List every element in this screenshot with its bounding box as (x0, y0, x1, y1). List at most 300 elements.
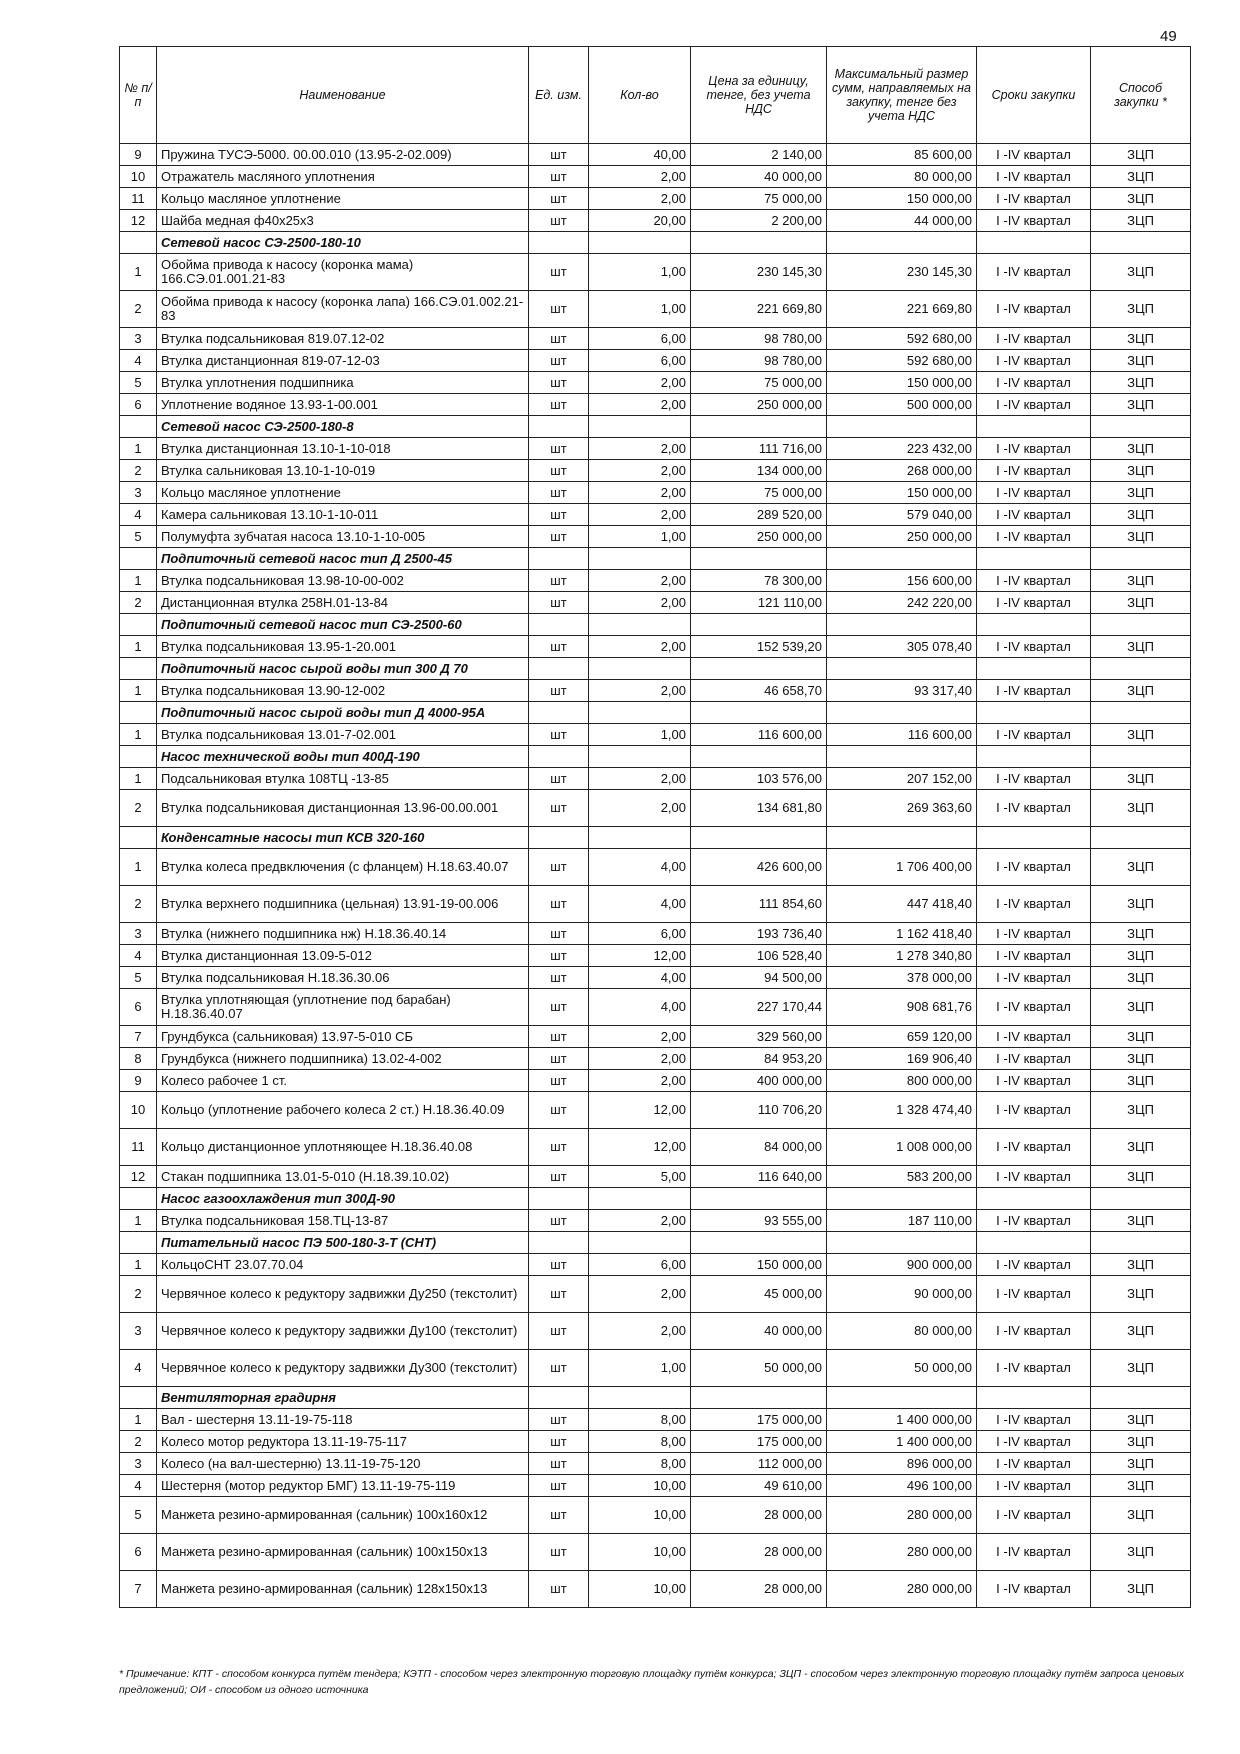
table-row (120, 1453, 1191, 1475)
item-unit-price: 175 000,00 (691, 1409, 827, 1431)
item-max-sum: 1 400 000,00 (827, 1409, 977, 1431)
table-row (120, 1313, 1191, 1350)
row-number: 1 (120, 570, 157, 592)
header-period: Сроки закупки (977, 47, 1091, 144)
item-period: I -IV квартал (977, 1276, 1091, 1313)
item-quantity: 10,00 (589, 1497, 691, 1534)
item-period: I -IV квартал (977, 394, 1091, 416)
row-number: 2 (120, 790, 157, 827)
item-quantity: 2,00 (589, 394, 691, 416)
section-empty-cell (827, 702, 977, 724)
section-empty-cell (529, 614, 589, 636)
item-name: Кольцо масляное уплотнение (157, 188, 529, 210)
item-max-sum: 169 906,40 (827, 1048, 977, 1070)
section-num-cell (120, 548, 157, 570)
item-unit: шт (529, 945, 589, 967)
item-name: Втулка уплотнения подшипника (157, 372, 529, 394)
section-empty-cell (529, 827, 589, 849)
item-name: Втулка подсальниковая Н.18.36.30.06 (157, 967, 529, 989)
item-unit: шт (529, 1166, 589, 1188)
row-number: 1 (120, 1210, 157, 1232)
section-empty-cell (691, 827, 827, 849)
item-quantity: 1,00 (589, 1350, 691, 1387)
section-empty-cell (691, 1188, 827, 1210)
section-empty-cell (827, 548, 977, 570)
header-method: Способ закупки * (1091, 47, 1191, 144)
item-unit: шт (529, 768, 589, 790)
item-unit: шт (529, 886, 589, 923)
item-max-sum: 242 220,00 (827, 592, 977, 614)
item-method: ЗЦП (1091, 526, 1191, 548)
section-title: Сетевой насос СЭ-2500-180-10 (157, 232, 529, 254)
item-name: Колесо мотор редуктора 13.11-19-75-117 (157, 1431, 529, 1453)
item-method: ЗЦП (1091, 790, 1191, 827)
table-row (120, 967, 1191, 989)
item-period: I -IV квартал (977, 328, 1091, 350)
item-unit-price: 45 000,00 (691, 1276, 827, 1313)
section-empty-cell (1091, 658, 1191, 680)
item-max-sum: 44 000,00 (827, 210, 977, 232)
item-period: I -IV квартал (977, 1166, 1091, 1188)
section-num-cell (120, 232, 157, 254)
item-period: I -IV квартал (977, 144, 1091, 166)
item-method: ЗЦП (1091, 923, 1191, 945)
item-max-sum: 447 418,40 (827, 886, 977, 923)
item-unit-price: 230 145,30 (691, 254, 827, 291)
item-method: ЗЦП (1091, 945, 1191, 967)
row-number: 11 (120, 188, 157, 210)
item-name: Колесо (на вал-шестерню) 13.11-19-75-120 (157, 1453, 529, 1475)
table-row (120, 1497, 1191, 1534)
item-period: I -IV квартал (977, 1431, 1091, 1453)
section-title: Насос технической воды тип 400Д-190 (157, 746, 529, 768)
item-quantity: 1,00 (589, 526, 691, 548)
section-num-cell (120, 416, 157, 438)
section-empty-cell (1091, 1188, 1191, 1210)
item-unit-price: 134 681,80 (691, 790, 827, 827)
item-unit: шт (529, 1350, 589, 1387)
row-number: 9 (120, 1070, 157, 1092)
table-row (120, 482, 1191, 504)
table-row (120, 166, 1191, 188)
table-row (120, 1092, 1191, 1129)
section-empty-cell (977, 1188, 1091, 1210)
item-period: I -IV квартал (977, 291, 1091, 328)
item-unit: шт (529, 967, 589, 989)
item-quantity: 2,00 (589, 768, 691, 790)
item-quantity: 8,00 (589, 1409, 691, 1431)
item-period: I -IV квартал (977, 526, 1091, 548)
item-quantity: 12,00 (589, 1129, 691, 1166)
item-unit-price: 75 000,00 (691, 372, 827, 394)
item-name: Втулка подсальниковая 819.07.12-02 (157, 328, 529, 350)
item-unit: шт (529, 923, 589, 945)
item-method: ЗЦП (1091, 1497, 1191, 1534)
section-num-cell (120, 1232, 157, 1254)
section-empty-cell (977, 1232, 1091, 1254)
row-number: 1 (120, 1409, 157, 1431)
row-number: 3 (120, 482, 157, 504)
item-max-sum: 592 680,00 (827, 328, 977, 350)
item-unit: шт (529, 570, 589, 592)
item-quantity: 1,00 (589, 724, 691, 746)
item-max-sum: 908 681,76 (827, 989, 977, 1026)
item-max-sum: 90 000,00 (827, 1276, 977, 1313)
table-row (120, 1166, 1191, 1188)
section-empty-cell (529, 232, 589, 254)
item-unit: шт (529, 394, 589, 416)
section-empty-cell (977, 1387, 1091, 1409)
item-unit: шт (529, 291, 589, 328)
item-unit: шт (529, 1313, 589, 1350)
item-method: ЗЦП (1091, 1276, 1191, 1313)
header-unit: Ед. изм. (529, 47, 589, 144)
item-name: Втулка дистанционная 13.10-1-10-018 (157, 438, 529, 460)
item-name: Кольцо масляное уплотнение (157, 482, 529, 504)
section-empty-cell (977, 232, 1091, 254)
item-unit: шт (529, 790, 589, 827)
section-empty-cell (589, 1232, 691, 1254)
row-number: 4 (120, 1350, 157, 1387)
item-period: I -IV квартал (977, 849, 1091, 886)
item-quantity: 6,00 (589, 923, 691, 945)
section-empty-cell (827, 658, 977, 680)
item-quantity: 2,00 (589, 680, 691, 702)
section-row (120, 614, 1191, 636)
row-number: 10 (120, 166, 157, 188)
item-name: Отражатель масляного уплотнения (157, 166, 529, 188)
header-price: Цена за единицу, тенге, без учета НДС (691, 47, 827, 144)
table-row (120, 886, 1191, 923)
item-period: I -IV квартал (977, 967, 1091, 989)
item-method: ЗЦП (1091, 1431, 1191, 1453)
section-empty-cell (589, 232, 691, 254)
row-number: 1 (120, 438, 157, 460)
section-row (120, 658, 1191, 680)
item-unit: шт (529, 1453, 589, 1475)
item-max-sum: 496 100,00 (827, 1475, 977, 1497)
table-row (120, 1254, 1191, 1276)
item-method: ЗЦП (1091, 1026, 1191, 1048)
item-unit-price: 250 000,00 (691, 526, 827, 548)
item-quantity: 4,00 (589, 886, 691, 923)
row-number: 2 (120, 291, 157, 328)
item-method: ЗЦП (1091, 438, 1191, 460)
item-name: Полумуфта зубчатая насоса 13.10-1-10-005 (157, 526, 529, 548)
section-empty-cell (1091, 746, 1191, 768)
item-unit: шт (529, 1254, 589, 1276)
section-empty-cell (529, 702, 589, 724)
item-unit: шт (529, 1475, 589, 1497)
table-row (120, 1350, 1191, 1387)
footnote: * Примечание: КПТ - способом конкурса путём тендера; КЭТП - способом через электронную торговую площадку путём конкурса; ЗЦП - способом через электронную торговую площадку путём запроса ценовых предложений; ОИ - способом из одного источника (119, 1668, 1184, 1696)
item-max-sum: 900 000,00 (827, 1254, 977, 1276)
item-name: Пружина ТУСЭ-5000. 00.00.010 (13.95-2-02.009) (157, 144, 529, 166)
table-row (120, 1026, 1191, 1048)
item-unit-price: 152 539,20 (691, 636, 827, 658)
item-unit-price: 2 200,00 (691, 210, 827, 232)
row-number: 3 (120, 1453, 157, 1475)
section-empty-cell (589, 548, 691, 570)
row-number: 7 (120, 1571, 157, 1608)
item-max-sum: 207 152,00 (827, 768, 977, 790)
item-unit: шт (529, 1048, 589, 1070)
item-period: I -IV квартал (977, 886, 1091, 923)
item-name: Кольцо дистанционное уплотняющее Н.18.36.40.08 (157, 1129, 529, 1166)
section-empty-cell (529, 1188, 589, 1210)
item-name: Втулка сальниковая 13.10-1-10-019 (157, 460, 529, 482)
item-max-sum: 378 000,00 (827, 967, 977, 989)
section-empty-cell (589, 614, 691, 636)
item-max-sum: 896 000,00 (827, 1453, 977, 1475)
table-row (120, 945, 1191, 967)
item-name: Втулка подсальниковая 13.98-10-00-002 (157, 570, 529, 592)
item-quantity: 12,00 (589, 945, 691, 967)
table-row (120, 1431, 1191, 1453)
item-period: I -IV квартал (977, 210, 1091, 232)
item-name: Втулка подсальниковая 13.90-12-002 (157, 680, 529, 702)
section-empty-cell (589, 746, 691, 768)
item-unit-price: 221 669,80 (691, 291, 827, 328)
item-period: I -IV квартал (977, 1313, 1091, 1350)
item-unit-price: 49 610,00 (691, 1475, 827, 1497)
section-title: Подпиточный сетевой насос тип Д 2500-45 (157, 548, 529, 570)
item-period: I -IV квартал (977, 438, 1091, 460)
item-method: ЗЦП (1091, 680, 1191, 702)
item-period: I -IV квартал (977, 1453, 1091, 1475)
item-unit-price: 193 736,40 (691, 923, 827, 945)
item-period: I -IV квартал (977, 680, 1091, 702)
item-name: Втулка подсальниковая 158.ТЦ-13-87 (157, 1210, 529, 1232)
item-name: Обойма привода к насосу (коронка мама) 166.СЭ.01.001.21-83 (157, 254, 529, 291)
section-empty-cell (1091, 1387, 1191, 1409)
item-unit: шт (529, 210, 589, 232)
item-max-sum: 223 432,00 (827, 438, 977, 460)
section-empty-cell (529, 658, 589, 680)
item-period: I -IV квартал (977, 945, 1091, 967)
item-quantity: 6,00 (589, 1254, 691, 1276)
section-empty-cell (691, 232, 827, 254)
item-name: Втулка подсальниковая 13.01-7-02.001 (157, 724, 529, 746)
section-empty-cell (1091, 614, 1191, 636)
row-number: 2 (120, 1276, 157, 1313)
item-method: ЗЦП (1091, 570, 1191, 592)
row-number: 1 (120, 768, 157, 790)
item-max-sum: 187 110,00 (827, 1210, 977, 1232)
item-name: Грундбукса (нижнего подшипника) 13.02-4-002 (157, 1048, 529, 1070)
item-unit: шт (529, 989, 589, 1026)
row-number: 3 (120, 923, 157, 945)
item-method: ЗЦП (1091, 504, 1191, 526)
section-empty-cell (977, 614, 1091, 636)
item-unit-price: 116 640,00 (691, 1166, 827, 1188)
table-row (120, 790, 1191, 827)
item-method: ЗЦП (1091, 592, 1191, 614)
section-num-cell (120, 1188, 157, 1210)
item-max-sum: 280 000,00 (827, 1571, 977, 1608)
item-name: Подсальниковая втулка 108ТЦ -13-85 (157, 768, 529, 790)
item-unit: шт (529, 592, 589, 614)
item-max-sum: 1 162 418,40 (827, 923, 977, 945)
item-period: I -IV квартал (977, 1129, 1091, 1166)
row-number: 2 (120, 886, 157, 923)
row-number: 9 (120, 144, 157, 166)
section-empty-cell (529, 1232, 589, 1254)
section-empty-cell (691, 548, 827, 570)
item-quantity: 10,00 (589, 1475, 691, 1497)
item-name: Втулка дистанционная 819-07-12-03 (157, 350, 529, 372)
item-unit-price: 28 000,00 (691, 1571, 827, 1608)
item-quantity: 2,00 (589, 438, 691, 460)
table-row (120, 291, 1191, 328)
item-max-sum: 93 317,40 (827, 680, 977, 702)
item-method: ЗЦП (1091, 967, 1191, 989)
row-number: 7 (120, 1026, 157, 1048)
item-max-sum: 305 078,40 (827, 636, 977, 658)
item-method: ЗЦП (1091, 1254, 1191, 1276)
item-period: I -IV квартал (977, 592, 1091, 614)
section-title: Подпиточный сетевой насос тип СЭ-2500-60 (157, 614, 529, 636)
table-row (120, 1571, 1191, 1608)
row-number: 4 (120, 945, 157, 967)
item-period: I -IV квартал (977, 372, 1091, 394)
item-quantity: 2,00 (589, 166, 691, 188)
item-method: ЗЦП (1091, 1409, 1191, 1431)
item-max-sum: 500 000,00 (827, 394, 977, 416)
item-unit-price: 84 953,20 (691, 1048, 827, 1070)
item-period: I -IV квартал (977, 790, 1091, 827)
item-period: I -IV квартал (977, 1497, 1091, 1534)
item-unit-price: 121 110,00 (691, 592, 827, 614)
item-method: ЗЦП (1091, 254, 1191, 291)
item-method: ЗЦП (1091, 1129, 1191, 1166)
header-name: Наименование (157, 47, 529, 144)
item-unit-price: 75 000,00 (691, 188, 827, 210)
section-num-cell (120, 614, 157, 636)
item-unit-price: 289 520,00 (691, 504, 827, 526)
item-method: ЗЦП (1091, 768, 1191, 790)
section-empty-cell (691, 658, 827, 680)
item-method: ЗЦП (1091, 482, 1191, 504)
section-empty-cell (827, 746, 977, 768)
item-method: ЗЦП (1091, 1070, 1191, 1092)
item-unit-price: 2 140,00 (691, 144, 827, 166)
item-name: Шестерня (мотор редуктор БМГ) 13.11-19-75-119 (157, 1475, 529, 1497)
item-name: Втулка уплотняющая (уплотнение под барабан) Н.18.36.40.07 (157, 989, 529, 1026)
table-row (120, 350, 1191, 372)
section-row (120, 232, 1191, 254)
item-unit-price: 150 000,00 (691, 1254, 827, 1276)
header-num: № п/п (120, 47, 157, 144)
item-unit-price: 103 576,00 (691, 768, 827, 790)
item-max-sum: 150 000,00 (827, 372, 977, 394)
item-quantity: 2,00 (589, 1210, 691, 1232)
item-method: ЗЦП (1091, 291, 1191, 328)
item-unit-price: 94 500,00 (691, 967, 827, 989)
item-name: Вал - шестерня 13.11-19-75-118 (157, 1409, 529, 1431)
item-method: ЗЦП (1091, 1092, 1191, 1129)
item-unit-price: 106 528,40 (691, 945, 827, 967)
item-method: ЗЦП (1091, 724, 1191, 746)
table-row (120, 328, 1191, 350)
section-row (120, 548, 1191, 570)
item-quantity: 2,00 (589, 790, 691, 827)
row-number: 6 (120, 394, 157, 416)
table-row (120, 1048, 1191, 1070)
header-max-sum: Максимальный размер сумм, направляемых на закупку, тенге без учета НДС (827, 47, 977, 144)
row-number: 3 (120, 1313, 157, 1350)
item-quantity: 6,00 (589, 350, 691, 372)
item-quantity: 1,00 (589, 291, 691, 328)
item-unit-price: 50 000,00 (691, 1350, 827, 1387)
item-unit-price: 75 000,00 (691, 482, 827, 504)
item-name: Кольцо (уплотнение рабочего колеса 2 ст.) Н.18.36.40.09 (157, 1092, 529, 1129)
item-unit-price: 98 780,00 (691, 350, 827, 372)
item-quantity: 5,00 (589, 1166, 691, 1188)
item-quantity: 4,00 (589, 989, 691, 1026)
item-method: ЗЦП (1091, 1313, 1191, 1350)
section-empty-cell (691, 1232, 827, 1254)
row-number: 12 (120, 1166, 157, 1188)
item-max-sum: 156 600,00 (827, 570, 977, 592)
table-row (120, 989, 1191, 1026)
item-max-sum: 1 400 000,00 (827, 1431, 977, 1453)
section-num-cell (120, 1387, 157, 1409)
section-row (120, 827, 1191, 849)
item-unit-price: 28 000,00 (691, 1534, 827, 1571)
item-method: ЗЦП (1091, 166, 1191, 188)
item-quantity: 2,00 (589, 1070, 691, 1092)
table-row (120, 504, 1191, 526)
section-empty-cell (1091, 548, 1191, 570)
item-name: Манжета резино-армированная (сальник) 128х150х13 (157, 1571, 529, 1608)
item-method: ЗЦП (1091, 1350, 1191, 1387)
table-row (120, 460, 1191, 482)
item-max-sum: 230 145,30 (827, 254, 977, 291)
row-number: 2 (120, 1431, 157, 1453)
row-number: 12 (120, 210, 157, 232)
section-title: Подпиточный насос сырой воды тип Д 4000-95А (157, 702, 529, 724)
section-empty-cell (529, 746, 589, 768)
item-period: I -IV квартал (977, 724, 1091, 746)
item-max-sum: 592 680,00 (827, 350, 977, 372)
table-row (120, 1475, 1191, 1497)
table-row (120, 254, 1191, 291)
item-quantity: 2,00 (589, 570, 691, 592)
item-method: ЗЦП (1091, 372, 1191, 394)
item-method: ЗЦП (1091, 636, 1191, 658)
table-row (120, 438, 1191, 460)
item-quantity: 2,00 (589, 460, 691, 482)
section-empty-cell (977, 548, 1091, 570)
item-period: I -IV квартал (977, 923, 1091, 945)
row-number: 5 (120, 1497, 157, 1534)
item-period: I -IV квартал (977, 636, 1091, 658)
item-unit: шт (529, 680, 589, 702)
table-row (120, 526, 1191, 548)
section-num-cell (120, 702, 157, 724)
item-period: I -IV квартал (977, 570, 1091, 592)
item-quantity: 40,00 (589, 144, 691, 166)
item-quantity: 10,00 (589, 1571, 691, 1608)
row-number: 1 (120, 849, 157, 886)
section-empty-cell (827, 416, 977, 438)
item-unit-price: 93 555,00 (691, 1210, 827, 1232)
item-unit-price: 28 000,00 (691, 1497, 827, 1534)
table-body (120, 144, 1191, 1608)
item-max-sum: 116 600,00 (827, 724, 977, 746)
item-period: I -IV квартал (977, 1210, 1091, 1232)
